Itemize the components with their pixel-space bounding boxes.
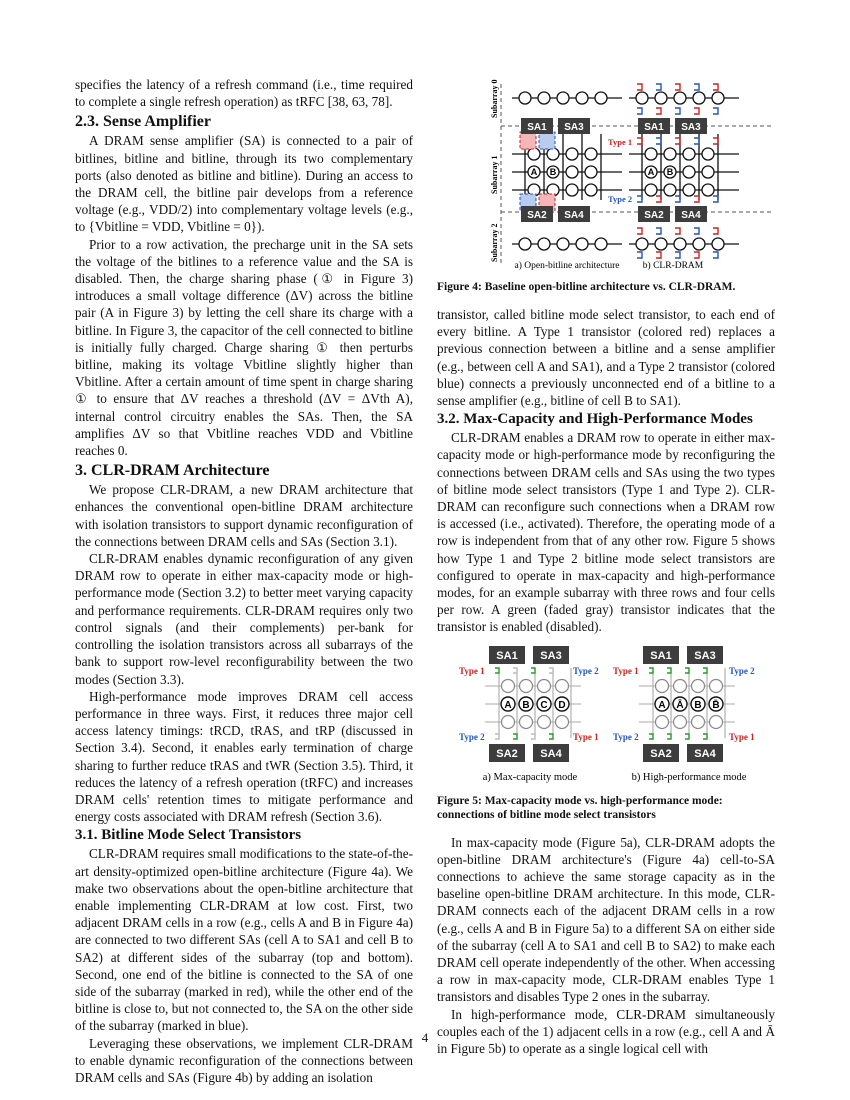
- sa-label: SA4: [681, 210, 701, 221]
- paragraph-modes-1: CLR-DRAM enables a DRAM row to operate in either max-capacity mode or high-performance mode by reconfiguring the connections between DRAM cells and SAs using the two types of bitline mode select transistors (Type 1 and Type 2). CLR-DRAM can reconfigure such connections when a DRAM row is accessed (i.e., activated). Therefore, the operating mode of a row is independent from that of any other row. Figure 5 shows how Type 1 and Type 2 bitline mode select transistors are configured to operate in max-capacity and high-performance modes, for an example subarray with three rows and four cells per row. A green (faded gray) transistor indicates that the transistor is enabled (disabled).: [437, 430, 775, 635]
- paragraph-arch-3: High-performance mode improves DRAM cell access performance in three ways. First, it reduces three major cell access latency timings: tRCD, tRAS, and tRP (discussed in Section 3.4). Second, it enables early termination of charge sharing to further reduce tRAS and tWR (Section 3.5). Third, it reduces the latency of a refresh operation (tRFC) and increases DRAM cells' retention times to mitigate performance and energy costs associated with DRAM refresh (Section 3.6).: [75, 688, 413, 825]
- figure-5-caption: Figure 5: Max-capacity mode vs. high-performance mode: connections of bitline mode select transistors: [437, 794, 723, 821]
- sa-label: SA1: [496, 649, 518, 662]
- type2-label: Type 2: [729, 665, 755, 676]
- sa-label: SA1: [527, 122, 547, 133]
- type1-label: Type 1: [608, 137, 633, 147]
- paragraph-arch-1: We propose CLR-DRAM, a new DRAM architecture that enhances the conventional open-bitline DRAM architecture with isolation transistors to support dynamic reconfiguration of the connections between DRAM cells and SAs (Section 3.1).: [75, 482, 413, 549]
- cell-label: A: [658, 699, 666, 711]
- heading-sense-amplifier: 2.3. Sense Amplifier: [75, 113, 211, 131]
- paragraph-arch-2: CLR-DRAM enables dynamic reconfiguration of any given DRAM row to operate in either max-capacity mode or high-performance mode (Section 3.2) to better meet varying capacity and performance requirements. CLR-DRAM requires only two control signals (and their complements) per-bank for controlling the isolation transistors across all subarrays of the bank to support row-level reconfigurability between the two modes (Section 3.3).: [75, 551, 413, 687]
- figure-5a-panel: [459, 646, 599, 783]
- cell-label: D: [558, 699, 566, 711]
- type1-region: [520, 132, 536, 149]
- sa-label: SA4: [540, 747, 562, 760]
- cell-label: B: [549, 167, 557, 177]
- sa-label: SA4: [564, 210, 584, 221]
- figure-4b-subcaption: b) CLR-DRAM: [642, 261, 704, 271]
- paragraph-sense-2: Prior to a row activation, the precharge unit in the SA sets the voltage of the bitlines to a reference value and the SA is disabled. Then, the charge sharing phase (① in Figure 3) introduces a small voltage difference (ΔV) across the bitline pair (A in Figure 3) by letting the cell share its charge with a bitline. In Figure 3, the capacitor of the cell connected to bitline is initially fully charged. Charge sharing ① then perturbs bitline, making its voltage Vbitline slightly higher than Vbitline. After a certain amount of time spent in charge sharing ① to ensure that ΔV reaches a threshold (ΔV = ΔVth A), internal control circuitry enables the SAs. Then, the SA amplifies ΔV so that Vbitline reaches VDD and Vbitline reaches 0.: [75, 236, 413, 459]
- sa-label: SA3: [564, 122, 584, 133]
- figure-5: [437, 644, 775, 788]
- sa-label: SA3: [681, 122, 701, 133]
- cell-label: A: [530, 167, 538, 177]
- sa-label: SA4: [694, 747, 716, 760]
- type2-label: Type 2: [608, 194, 633, 204]
- heading-modes: 3.2. Max-Capacity and High-Performance Modes: [437, 411, 753, 428]
- type1-label: Type 1: [613, 665, 639, 676]
- sa-label: SA2: [496, 747, 518, 760]
- cell-label: Ā: [676, 699, 684, 711]
- figure-4-caption: Figure 4: Baseline open-bitline architecture vs. CLR-DRAM.: [437, 281, 736, 293]
- paragraph-high-performance: In high-performance mode, CLR-DRAM simultaneously couples each of the 1) adjacent cells in a row (e.g., cell A and Ā in Figure 5b) to operate as a single logical cell with: [437, 1006, 775, 1057]
- heading-bitline-mode-select: 3.1. Bitline Mode Select Transistors: [75, 827, 302, 844]
- figure-5b-subcaption: b) High-performance mode: [631, 771, 747, 783]
- type2-label: Type 2: [613, 731, 639, 742]
- cell-label: A: [504, 699, 512, 711]
- paragraph-sense-1: A DRAM sense amplifier (SA) is connected to a pair of bitlines, bitline and bitline, through its two complementary ports (also denoted as bitline and bitline). During an access to the DRAM cell, the bitline pair develops from a reference voltage (e.g., VDD/2) into complementary voltage levels (e.g., to {Vbitline = VDD, Vbitline = 0}).: [75, 133, 413, 235]
- figure-5-diagram: [437, 644, 775, 788]
- page-number: 4: [421, 1030, 429, 1045]
- cell-label: A: [647, 167, 655, 177]
- type1-label: Type 1: [459, 665, 485, 676]
- figure-5b-panel: [613, 646, 755, 783]
- figure-5a-subcaption: a) Max-capacity mode: [482, 771, 578, 783]
- sa-label: SA3: [694, 649, 716, 662]
- sa-label: SA2: [527, 210, 547, 221]
- paragraph-bms-1: CLR-DRAM requires small modifications to the state-of-the-art density-optimized open-bitline architecture (Figure 4a). We make two observations about the open-bitline architecture that enable implementing CLR-DRAM at low cost. First, two adjacent DRAM cells in a row (e.g., cells A and B in Figure 4a) are connected to two different SAs (cell A to SA1 and cell B to SA2) at different sides of the subarray (top and bottom). Second, one end of the bitline is connected to the SA of one side of the subarray (marked in red), while the other end of the bitline is close to, but not connected to, the SA on the other side of the subarray (marked in blue).: [75, 846, 413, 1034]
- type2-label: Type 2: [459, 731, 485, 742]
- cell-label: B̄: [712, 699, 720, 711]
- type1-label: Type 1: [729, 731, 755, 742]
- cell-label: B: [666, 167, 674, 177]
- left-column: [75, 76, 413, 1086]
- sa-label: SA2: [644, 210, 664, 221]
- sa-label: SA3: [540, 649, 562, 662]
- sa-label: SA1: [650, 649, 672, 662]
- figure-4: [437, 76, 775, 272]
- cell-label: C: [540, 699, 548, 711]
- paragraph-bms-2: Leveraging these observations, we implement CLR-DRAM to enable dynamic reconfiguration of the connections between DRAM cells and SAs (Figure 4b) by adding an isolation: [75, 1035, 413, 1085]
- paragraph-refresh-intro: specifies the latency of a refresh command (i.e., time required to complete a single refresh operation) as tRFC [38, 63, 78].: [75, 77, 413, 110]
- paragraph-max-capacity: In max-capacity mode (Figure 5a), CLR-DRAM adopts the open-bitline DRAM architecture's (Figure 4a) cell-to-SA connections to achieve the same storage capacity as in the baseline open-bitline DRAM architecture. In this mode, CLR-DRAM connects each of the adjacent DRAM cells in a row (e.g., cells A and B in Figure 5a) to a different SA on either side of the subarray (cell A to SA1 and cell B to SA2) to make each DRAM cell operate independently of the other. When accessing a row in max-capacity mode, CLR-DRAM enables Type 1 transistors and disables Type 2 ones in the subarray.: [437, 834, 775, 1005]
- subarray-label: Subarray 1: [490, 155, 499, 194]
- cell-label: B: [522, 699, 530, 711]
- right-column: [437, 76, 775, 1057]
- type1-label: Type 1: [573, 731, 599, 742]
- paragraph-bms-continued: transistor, called bitline mode select transistor, to each end of every bitline. A Type 1 transistor (colored red) replaces a previous connection between a bitline and a sense amplifier (e.g., between cell A and SA1), and a Type 2 transistor (colored blue) connects a previously unconnected end of a bitline to a sense amplifier (e.g., bitline of cell B to SA1).: [437, 307, 775, 409]
- type2-label: Type 2: [573, 665, 599, 676]
- figure-4a-panel: [512, 92, 622, 271]
- subarray-label: Subarray 0: [490, 79, 499, 118]
- sa-label: SA1: [644, 122, 664, 133]
- cell-label: B: [694, 699, 702, 711]
- heading-clr-dram-architecture: 3. CLR-DRAM Architecture: [75, 462, 270, 480]
- figure-4b-panel: [608, 84, 739, 271]
- subarray-label: Subarray 2: [490, 223, 499, 262]
- type2-region: [539, 132, 555, 149]
- figure-4a-subcaption: a) Open-bitline architecture: [514, 261, 620, 271]
- figure-4-diagram: [437, 76, 775, 272]
- sa-label: SA2: [650, 747, 672, 760]
